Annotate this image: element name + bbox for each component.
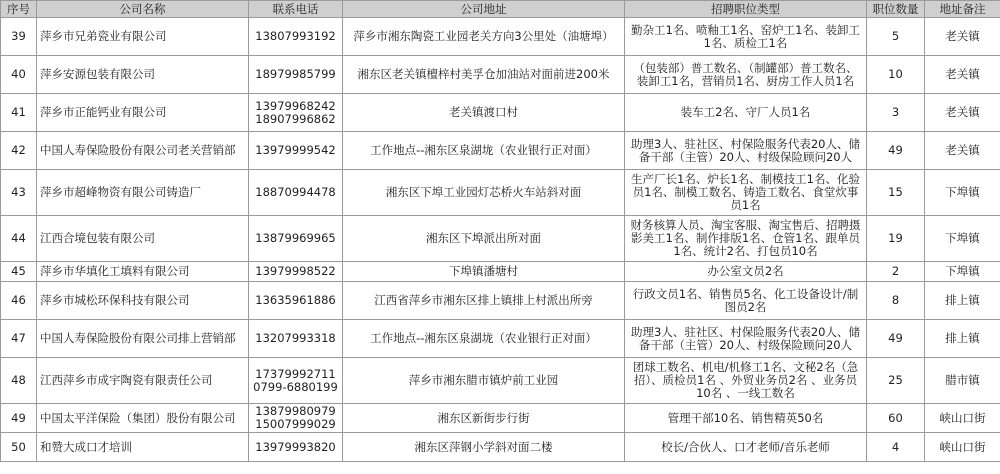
cell-no: 47 (1, 320, 37, 358)
cell-note: 下埠镇 (925, 262, 1000, 282)
cell-no: 50 (1, 433, 37, 462)
cell-note: 老关镇 (925, 18, 1000, 56)
cell-company: 萍乡市城松环保科技有限公司 (37, 282, 249, 320)
cell-count: 49 (867, 132, 925, 170)
cell-no: 46 (1, 282, 37, 320)
cell-positions: 助理3人、驻社区、村保险服务代表20人、储备干部（主管）20人、村级保险顾问20人 (625, 132, 867, 170)
cell-count: 3 (867, 94, 925, 132)
table-row (1, 282, 1000, 320)
cell-phone: 17379992711 0799-6880199 (249, 358, 343, 404)
header-count: 职位数量 (867, 1, 925, 18)
cell-no: 42 (1, 132, 37, 170)
table-row (1, 404, 1000, 433)
cell-count: 2 (867, 262, 925, 282)
cell-address: 萍乡市湘东腊市镇炉前工业园 (343, 358, 625, 404)
header-company: 公司名称 (37, 1, 249, 18)
cell-address: 下埠镇潘塘村 (343, 262, 625, 282)
cell-no: 49 (1, 404, 37, 433)
cell-address: 萍乡市湘东陶瓷工业园老关方向3公里处（油塘埠） (343, 18, 625, 56)
cell-address: 湘东区下埠工业园灯芯桥火车站斜对面 (343, 170, 625, 216)
cell-positions: 勤杂工1名、喷釉工1名、窑炉工1名、装卸工1名、质检工1名 (625, 18, 867, 56)
cell-company: 和赞大成口才培训 (37, 433, 249, 462)
cell-positions: 校长/合伙人、口才老师/音乐老师 (625, 433, 867, 462)
cell-company: 中国人寿保险股份有限公司老关营销部 (37, 132, 249, 170)
cell-company: 江西合境包装有限公司 (37, 216, 249, 262)
cell-count: 19 (867, 216, 925, 262)
cell-address: 老关镇渡口村 (343, 94, 625, 132)
cell-note: 老关镇 (925, 132, 1000, 170)
table-row (1, 433, 1000, 462)
cell-count: 4 (867, 433, 925, 462)
cell-no: 40 (1, 56, 37, 94)
cell-positions: 装车工2名、守厂人员1名 (625, 94, 867, 132)
cell-phone: 13635961886 (249, 282, 343, 320)
cell-phone: 18870994478 (249, 170, 343, 216)
header-phone: 联系电话 (249, 1, 343, 18)
cell-count: 60 (867, 404, 925, 433)
cell-positions: 团球工数名、机电/机修工1名、文秘2名（急招）、质检员1名 、外贸业务员2名 、业务员10名 、一线工数名 (625, 358, 867, 404)
table-row (1, 358, 1000, 404)
table-row (1, 170, 1000, 216)
cell-count: 10 (867, 56, 925, 94)
cell-company: 中国太平洋保险（集团）股份有限公司 (37, 404, 249, 433)
cell-no: 45 (1, 262, 37, 282)
cell-note: 排上镇 (925, 320, 1000, 358)
header-note: 地址备注 (925, 1, 1000, 18)
cell-company: 萍乡安源包装有限公司 (37, 56, 249, 94)
cell-address: 湘东区萍钢小学斜对面二楼 (343, 433, 625, 462)
cell-count: 15 (867, 170, 925, 216)
cell-address: 湘东区下埠派出所对面 (343, 216, 625, 262)
header-no: 序号 (1, 1, 37, 18)
header-row (1, 1, 1000, 18)
cell-positions: 生产厂长1名、炉长1名、制模技工1名、化验员1名、制模工数名、铸造工数名、食堂炊事员1名 (625, 170, 867, 216)
cell-phone: 13807993192 (249, 18, 343, 56)
table-row (1, 56, 1000, 94)
header-positions: 招聘职位类型 (625, 1, 867, 18)
cell-note: 排上镇 (925, 282, 1000, 320)
cell-phone: 13979993820 (249, 433, 343, 462)
cell-no: 44 (1, 216, 37, 262)
cell-note: 老关镇 (925, 56, 1000, 94)
cell-count: 8 (867, 282, 925, 320)
cell-phone: 13879980979 15007999029 (249, 404, 343, 433)
cell-company: 萍乡市华填化工填料有限公司 (37, 262, 249, 282)
header-address: 公司地址 (343, 1, 625, 18)
cell-count: 25 (867, 358, 925, 404)
cell-phone: 13207993318 (249, 320, 343, 358)
cell-phone: 18979985799 (249, 56, 343, 94)
cell-note: 腊市镇 (925, 358, 1000, 404)
table-row (1, 216, 1000, 262)
cell-positions: （包装部）普工数名、（制罐部）普工数名、装卸工1名，营销员1名、厨房工作人员1名 (625, 56, 867, 94)
cell-address: 工作地点--湘东区泉湖垅（农业银行正对面） (343, 320, 625, 358)
cell-phone: 13979998522 (249, 262, 343, 282)
cell-positions: 管理干部10名、销售精英50名 (625, 404, 867, 433)
cell-positions: 行政文员1名、销售员5名、化工设备设计/制图员2名 (625, 282, 867, 320)
cell-address: 工作地点--湘东区泉湖垅（农业银行正对面） (343, 132, 625, 170)
table-row (1, 132, 1000, 170)
cell-note: 峡山口街 (925, 433, 1000, 462)
cell-no: 48 (1, 358, 37, 404)
cell-note: 老关镇 (925, 94, 1000, 132)
cell-phone: 13879969965 (249, 216, 343, 262)
cell-company: 萍乡市超峰物资有限公司铸造厂 (37, 170, 249, 216)
cell-no: 41 (1, 94, 37, 132)
cell-note: 下埠镇 (925, 216, 1000, 262)
cell-no: 39 (1, 18, 37, 56)
cell-no: 43 (1, 170, 37, 216)
cell-address: 湘东区新街步行街 (343, 404, 625, 433)
cell-company: 中国人寿保险股份有限公司排上营销部 (37, 320, 249, 358)
cell-positions: 财务核算人员、淘宝客服、淘宝售后、招聘摄影美工1名、制作排版1名、仓管1名、跟单员1名、统计2名、打包员10名 (625, 216, 867, 262)
cell-positions: 助理3人、驻社区、村保险服务代表20人、储备干部（主管）20人、村级保险顾问20人 (625, 320, 867, 358)
cell-phone: 13979968242 18907996862 (249, 94, 343, 132)
cell-count: 5 (867, 18, 925, 56)
table-row (1, 94, 1000, 132)
cell-phone: 13979999542 (249, 132, 343, 170)
cell-positions: 办公室文员2名 (625, 262, 867, 282)
cell-address: 江西省萍乡市湘东区排上镇排上村派出所旁 (343, 282, 625, 320)
cell-company: 萍乡市正能钙业有限公司 (37, 94, 249, 132)
table-row (1, 262, 1000, 282)
table-row (1, 18, 1000, 56)
cell-address: 湘东区老关镇檀梓村美孚仓加油站对面前进200米 (343, 56, 625, 94)
cell-company: 江西萍乡市成宇陶瓷有限责任公司 (37, 358, 249, 404)
cell-count: 49 (867, 320, 925, 358)
cell-note: 峡山口街 (925, 404, 1000, 433)
cell-company: 萍乡市兄弟瓷业有限公司 (37, 18, 249, 56)
table-row (1, 320, 1000, 358)
cell-note: 下埠镇 (925, 170, 1000, 216)
